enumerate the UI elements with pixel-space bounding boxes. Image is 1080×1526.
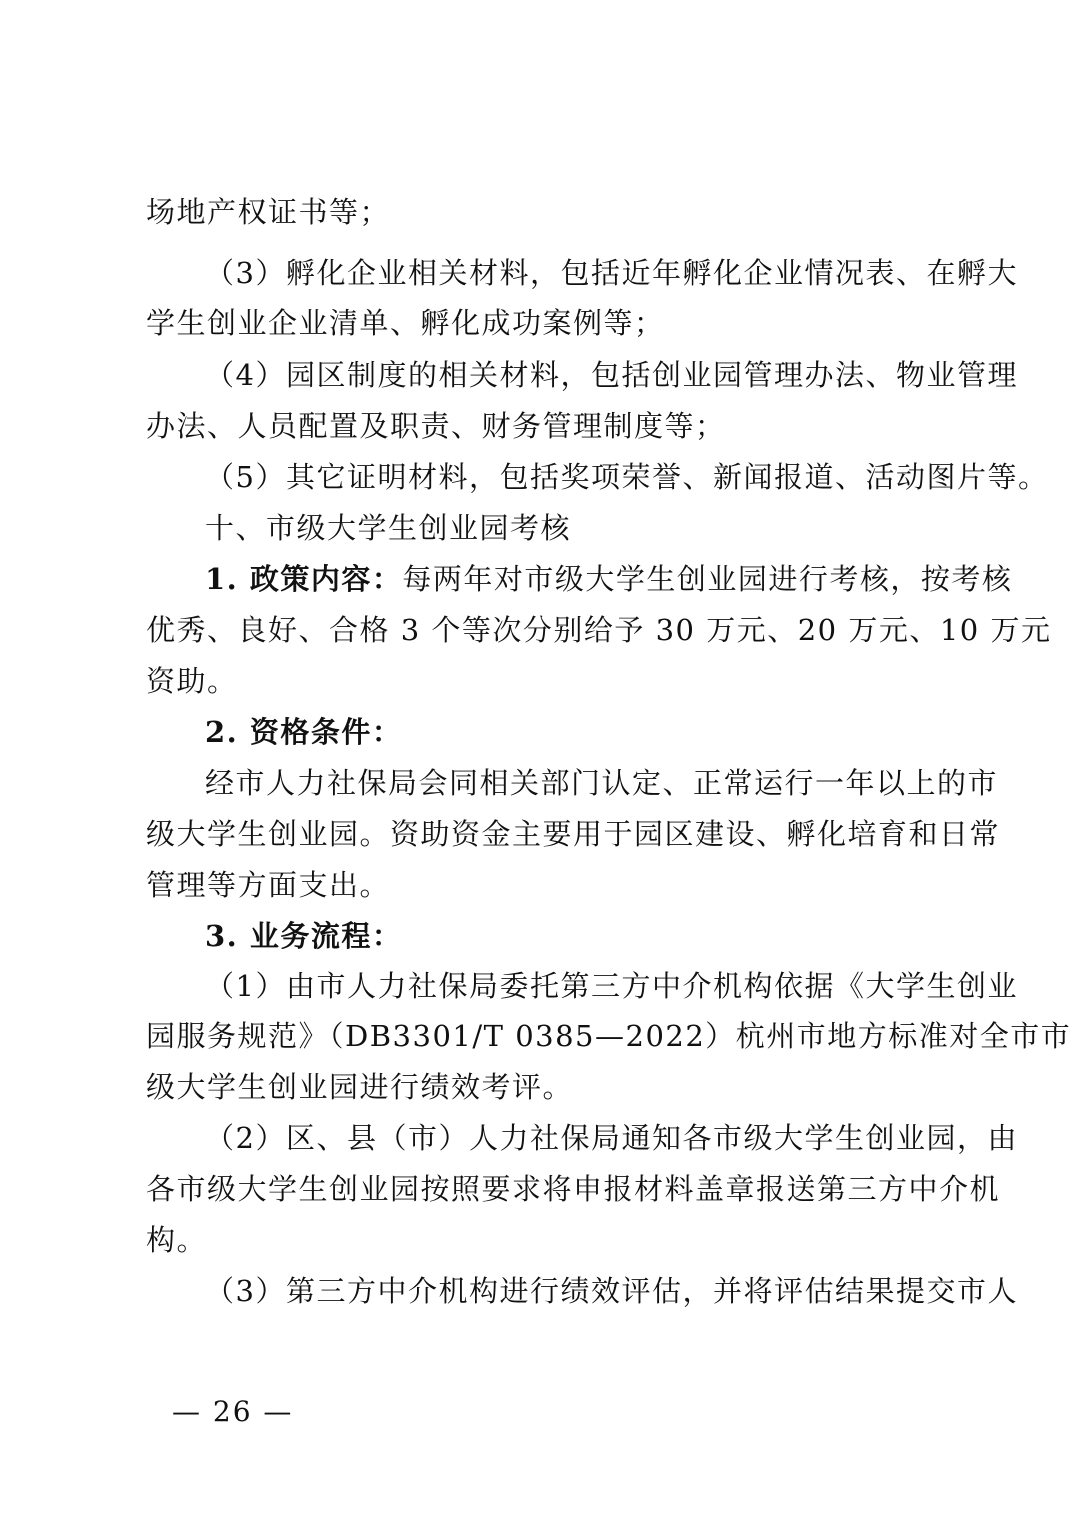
text-line: 每两年对市级大学生创业园进行考核，按考核: [402, 562, 1013, 596]
text-line: （1）由市人力社保局委托第三方中介机构依据《大学生创业: [205, 969, 1018, 1003]
section-heading: 十、市级大学生创业园考核: [205, 511, 572, 545]
text-line: （2）区、县（市）人力社保局通知各市级大学生创业园，由: [205, 1121, 1018, 1155]
process-label: 3. 业务流程：: [205, 919, 403, 953]
text-line: 级大学生创业园进行绩效考评。: [146, 1070, 574, 1104]
text-line: （3）第三方中介机构进行绩效评估，并将评估结果提交市人: [205, 1274, 1018, 1308]
page-number: — 26 —: [172, 1395, 294, 1428]
policy-label: 1. 政策内容：: [205, 562, 403, 596]
text-line: 资助。: [146, 664, 238, 698]
text-line: 办法、人员配置及职责、财务管理制度等；: [146, 409, 726, 443]
text-line: （3）孵化企业相关材料，包括近年孵化企业情况表、在孵大: [205, 256, 1018, 290]
text-line: （5）其它证明材料，包括奖项荣誉、新闻报道、活动图片等。: [205, 460, 1049, 494]
text-line: 各市级大学生创业园按照要求将申报材料盖章报送第三方中介机: [146, 1172, 1001, 1206]
qualification-label: 2. 资格条件：: [205, 715, 403, 749]
text-line: 构。: [146, 1223, 208, 1257]
text-line: 学生创业企业清单、孵化成功案例等；: [146, 306, 665, 340]
policy-paragraph: [205, 559, 1012, 599]
text-line: 优秀、良好、合格 3 个等次分别给予 30 万元、20 万元、10 万元: [146, 613, 1052, 647]
text-line: 级大学生创业园。资助资金主要用于园区建设、孵化培育和日常: [146, 817, 1001, 851]
text-line: 经市人力社保局会同相关部门认定、正常运行一年以上的市: [205, 766, 999, 800]
text-line: 管理等方面支出。: [146, 868, 391, 902]
text-line: 园服务规范》（DB3301/T 0385—2022）杭州市地方标准对全市市: [146, 1019, 1072, 1053]
text-line: 场地产权证书等；: [146, 195, 391, 229]
text-line: （4）园区制度的相关材料，包括创业园管理办法、物业管理: [205, 358, 1018, 392]
